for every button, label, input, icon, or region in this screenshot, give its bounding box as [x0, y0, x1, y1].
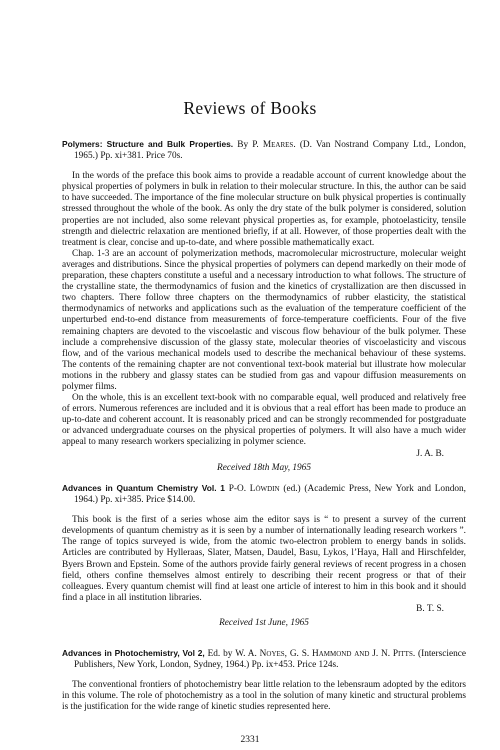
publication-info: (Interscience Publishers, New York, London, Sydney, 1964.) Pp. ix+453. Price 124s. [74, 649, 467, 671]
by-prefix: Ed. by [207, 649, 233, 659]
page-title: Reviews of Books [183, 98, 317, 118]
reviewer-initials: J. A. B. [416, 448, 444, 459]
publication-info: (D. Van Nostrand Company Ltd., London, 1965.) Pp. xi+381. Price 70s. [74, 140, 467, 162]
review-paragraph: This book is the first of a series whose aim the editor says is “ to present a survey of the current developments of quantum chemistry as it is seen by a number of internationally leading research workers ”. The range of topics surveyed is wide, from the atomic two-electron problem to energy bands in solids. Articles are contributed by Hylleraas, Slater, Matsen, Daudel, Basu, Lykos, l’Haya, Hall and Hirschfelder, Byers Brown and Epstein. Some of the authors provide fairly general reviews of recent progress in a chosen field, others confine themselves almost entirely to describing their recent progress or that of their colleagues. Every quantum chemist will find at least one article of interest to him in this book and it should find a place in all institution libraries. [62, 515, 466, 603]
received-date: Received 18th May, 1965 [217, 462, 311, 473]
reviewer-initials: B. T. S. [416, 603, 444, 614]
book-title: Advances in Quantum Chemistry Vol. 1 [62, 483, 225, 493]
book-title: Advances in Photochemistry, Vol 2, [62, 648, 205, 658]
review-quantum-chemistry [62, 483, 466, 629]
author: W. A. Noyes, G. S. Hammond and J. N. Pitts. [235, 649, 416, 659]
review-paragraph: The conventional frontiers of photochemistry bear little relation to the lebensraum adopted by the editors in this volume. The role of photochemistry as a tool in the solution of many kinetic and structural problems is the justification for the wide range of kinetic studies represented here. [62, 680, 466, 713]
review-heading [62, 648, 466, 671]
author: P. Meares. [252, 140, 296, 150]
review-paragraph: In the words of the preface this book aims to provide a readable account of current knowledge about the physical properties of polymers in bulk in relation to their molecular structure. In this, the author can be said to have succeeded. The importance of the fine molecular structure on bulk physical properties is continually stressed throughout the whole of the book. As only the dry state of the bulk polymer is considered, solution properties are not included, also some relevant physical properties as, for example, photoelasticity, tensile strength and dielectric relaxation are mentioned briefly, if at all. However, of those properties dealt with the treatment is clear, concise and up-to-date, and where possible mathematically exact. [62, 171, 466, 248]
page-number: 2331 [240, 735, 260, 745]
review-paragraph: On the whole, this is an excellent text-book with no comparable equal, well produced and relatively free of errors. Numerous references are included and it is obvious that a real effort has been made to produce an up-to-date and coherent account. It is reasonably priced and can be strongly recommended for postgraduate or advanced undergraduate courses on the physical properties of polymers. It will also have a much wider appeal to many research workers specializing in polymer science. [62, 393, 466, 448]
book-title: Polymers: Structure and Bulk Properties. [62, 139, 234, 149]
review-paragraph: Chap. 1-3 are an account of polymerization methods, macromolecular microstructure, molecular weight averages and distributions. Since the physical properties of polymers can depend markedly on their mode of preparation, these chapters constitute a useful and a necessary introduction to what follows. The structure of the crystalline state, the thermodynamics of fusion and the kinetics of crystallization are then discussed in two chapters. There follow three chapters on the thermodynamics of rubber elasticity, the statistical thermodynamics of networks and applications such as the evaluation of the temperature coefficient of the unperturbed end-to-end distance from measurements of force-temperature coefficients. Four of the five remaining chapters are devoted to the viscoelastic and viscous flow behaviour of the bulk polymer. These include a comprehensive discussion of the glassy state, molecular theories of viscoelasticity and viscous flow, and of the various mechanical models used to describe the mechanical behaviour of these systems. The contents of the remaining chapter are not conventional text-book material but illustrate how molecular motions in the rubbery and glassy states can be studied from gas and vapour diffusion measurements on polymer films. [62, 248, 466, 392]
by-prefix: By [237, 140, 249, 150]
publication-info: (ed.) (Academic Press, New York and London, 1964.) Pp. xi+385. Price $14.00. [74, 484, 466, 506]
review-heading [62, 483, 466, 506]
review-heading [62, 139, 466, 162]
author: P-O. Löwdin [228, 484, 280, 494]
review-polymers [62, 139, 466, 474]
received-date: Received 1st June, 1965 [219, 618, 309, 629]
review-photochemistry [62, 648, 466, 713]
